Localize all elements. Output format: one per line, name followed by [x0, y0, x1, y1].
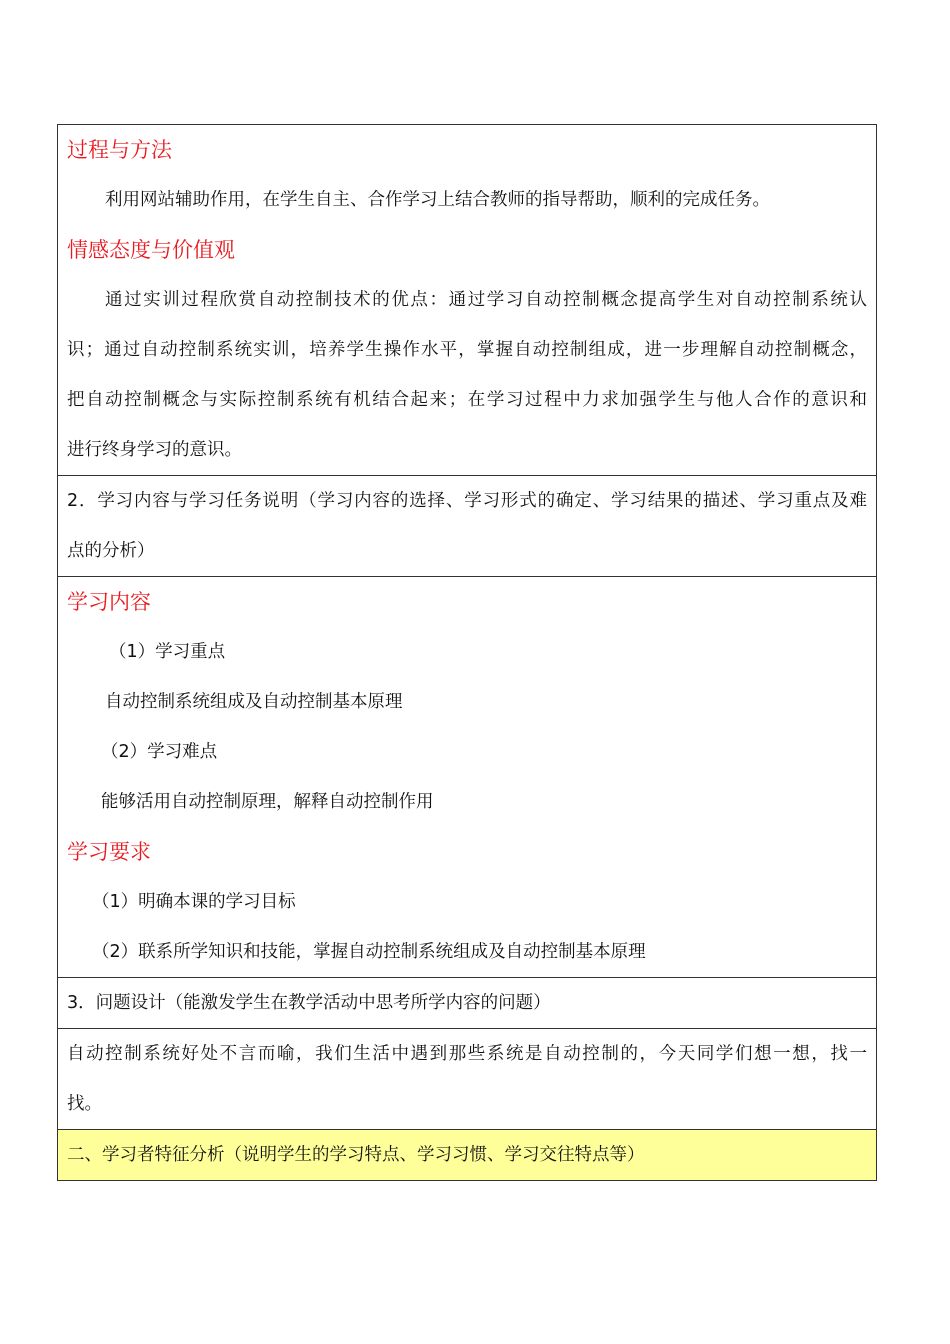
key-point-label: （1）学习重点 — [109, 642, 226, 662]
question-design-cell — [58, 977, 876, 1028]
process-method-heading: 过程与方法 — [67, 138, 172, 162]
emotion-values-line: 把自动控制概念与实际控制系统有机结合起来；在学习过程中力求加强学生与他人合作的意识和 — [67, 390, 867, 410]
difficulty-text: 能够活用自动控制原理，解释自动控制作用 — [101, 792, 434, 812]
question-line: 自动控制系统好处不言而喻，我们生活中遇到那些系统是自动控制的，今天同学们想一想，找一 — [67, 1044, 867, 1064]
learner-analysis-cell — [58, 1129, 876, 1180]
key-point-text: 自动控制系统组成及自动控制基本原理 — [105, 692, 403, 712]
learning-requirements-heading: 学习要求 — [67, 840, 151, 864]
emotion-values-line: 通过实训过程欣赏自动控制技术的优点：通过学习自动控制概念提高学生对自动控制系统认 — [105, 290, 867, 310]
document-table — [57, 124, 877, 1181]
emotion-values-heading: 情感态度与价值观 — [67, 238, 235, 262]
process-method-text: 利用网站辅助作用，在学生自主、合作学习上结合教师的指导帮助，顺利的完成任务。 — [105, 190, 770, 210]
learner-analysis-title: 二、学习者特征分析（说明学生的学习特点、学习习惯、学习交往特点等） — [67, 1145, 645, 1165]
question-design-title: 3．问题设计（能激发学生在教学活动中思考所学内容的问题） — [67, 993, 551, 1013]
objectives-cell — [58, 125, 876, 475]
content-task-cell — [58, 475, 876, 576]
question-line: 找。 — [67, 1094, 102, 1114]
question-cell — [58, 1028, 876, 1129]
learning-content-heading: 学习内容 — [67, 590, 151, 614]
content-task-title-line: 2．学习内容与学习任务说明（学习内容的选择、学习形式的确定、学习结果的描述、学习重点及难 — [67, 491, 867, 511]
learning-content-cell — [58, 576, 876, 977]
requirement-item: （2）联系所学知识和技能，掌握自动控制系统组成及自动控制基本原理 — [92, 942, 646, 962]
emotion-values-line: 进行终身学习的意识。 — [67, 440, 242, 460]
content-task-title-line: 点的分析） — [67, 541, 155, 561]
emotion-values-line: 识；通过自动控制系统实训，培养学生操作水平，掌握自动控制组成，进一步理解自动控制概念， — [67, 340, 867, 360]
requirement-item: （1）明确本课的学习目标 — [92, 892, 296, 912]
difficulty-label: （2）学习难点 — [101, 742, 218, 762]
